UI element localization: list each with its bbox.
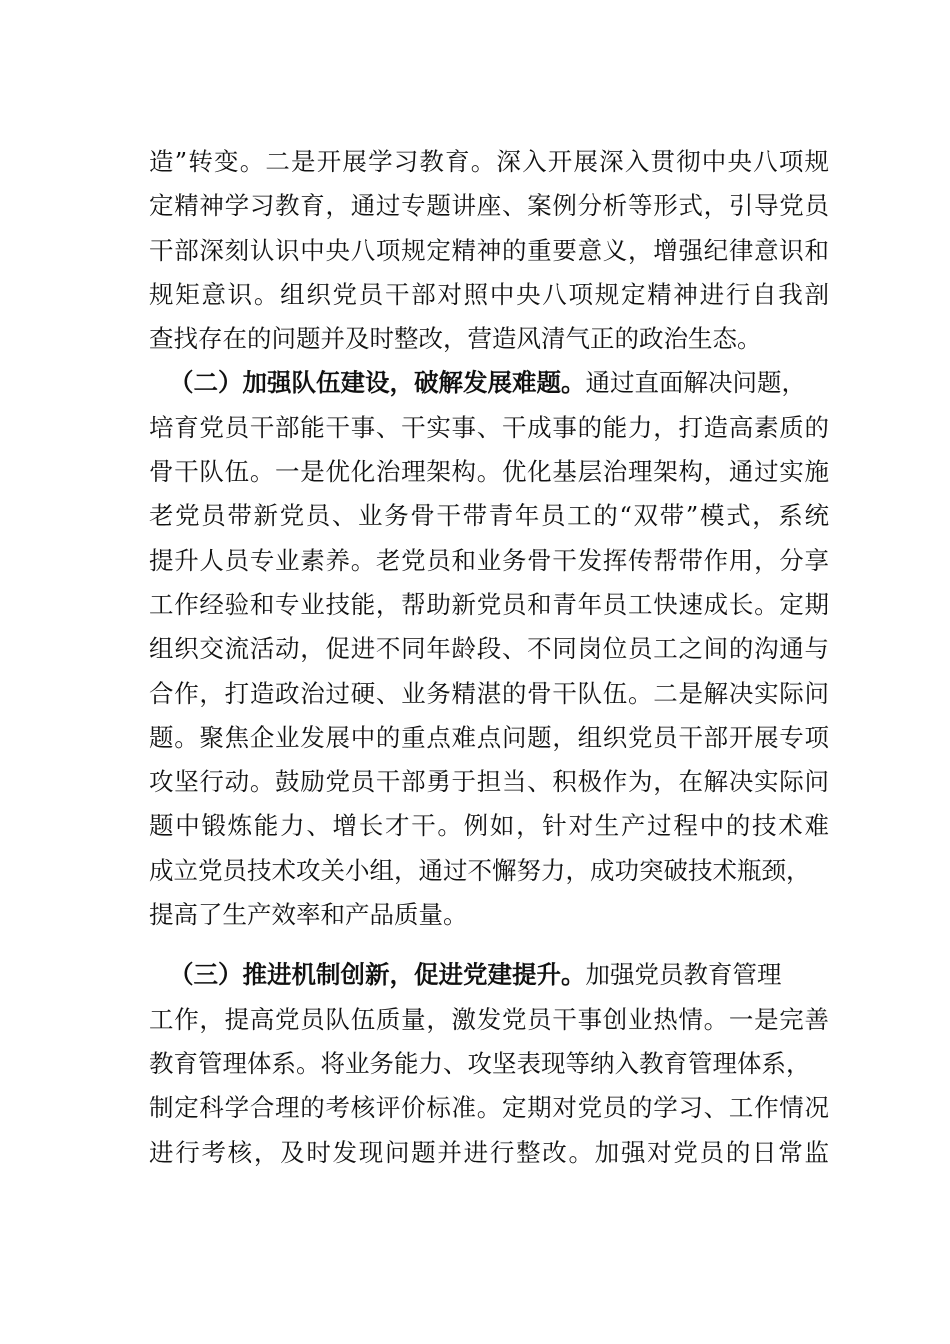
- text-line: 成立党员技术攻关小组，通过不懈努力，成功突破技术瓶颈，: [149, 855, 811, 885]
- text-line: 查找存在的问题并及时整改，营造风清气正的政治生态。: [149, 324, 762, 354]
- text-line: 攻坚行动。鼓励党员干部勇于担当、积极作为，在解决实际问: [149, 767, 829, 797]
- text-line: 组织交流活动，促进不同年龄段、不同岗位员工之间的沟通与: [149, 634, 829, 664]
- text-line: 老党员带新党员、业务骨干带青年员工的“双带”模式，系统: [149, 501, 829, 531]
- text-line: 工作经验和专业技能，帮助新党员和青年员工快速成长。定期: [149, 589, 829, 619]
- section-heading-2: （二）加强队伍建设，破解发展难题。: [169, 368, 586, 398]
- paragraph-3: [149, 953, 829, 1174]
- document-body: [149, 140, 829, 1175]
- text-line-first: [149, 361, 829, 405]
- text-line: 制定科学合理的考核评价标准。定期对党员的学习、工作情况: [149, 1093, 829, 1123]
- text-line: 题中锻炼能力、增长才干。例如，针对生产过程中的技术难: [149, 811, 829, 841]
- text-line: 干部深刻认识中央八项规定精神的重要意义，增强纪律意识和: [149, 235, 829, 265]
- text-line: 题。聚焦企业发展中的重点难点问题，组织党员干部开展专项: [149, 722, 829, 752]
- text-span: 加强党员教育管理: [585, 960, 782, 990]
- paragraph-2: [149, 361, 829, 937]
- text-line: 造”转变。二是开展学习教育。深入开展深入贯彻中央八项规: [149, 147, 829, 176]
- paragraph-1: [149, 140, 829, 361]
- text-line: 教育管理体系。将业务能力、攻坚表现等纳入教育管理体系，: [149, 1048, 811, 1078]
- text-span: 通过直面解决问题，: [585, 368, 806, 398]
- paragraph-gap: [149, 937, 829, 953]
- text-line: 规矩意识。组织党员干部对照中央八项规定精神进行自我剖: [149, 279, 829, 309]
- text-line: 合作，打造政治过硬、业务精湛的骨干队伍。二是解决实际问: [149, 678, 829, 708]
- text-line: 培育党员干部能干事、干实事、干成事的能力，打造高素质的: [149, 412, 829, 442]
- text-line: 提高了生产效率和产品质量。: [149, 900, 468, 930]
- section-heading-3: （三）推进机制创新，促进党建提升。: [169, 960, 586, 990]
- text-line: 骨干队伍。一是优化治理架构。优化基层治理架构，通过实施: [149, 457, 829, 487]
- text-line: 工作，提高党员队伍质量，激发党员干事创业热情。一是完善: [149, 1004, 829, 1034]
- text-line: 进行考核，及时发现问题并进行整改。加强对党员的日常监: [149, 1137, 829, 1167]
- text-line: 提升人员专业素养。老党员和业务骨干发挥传帮带作用，分享: [149, 545, 829, 575]
- text-line-first: [149, 953, 829, 997]
- text-line: 定精神学习教育，通过专题讲座、案例分析等形式，引导党员: [149, 191, 829, 221]
